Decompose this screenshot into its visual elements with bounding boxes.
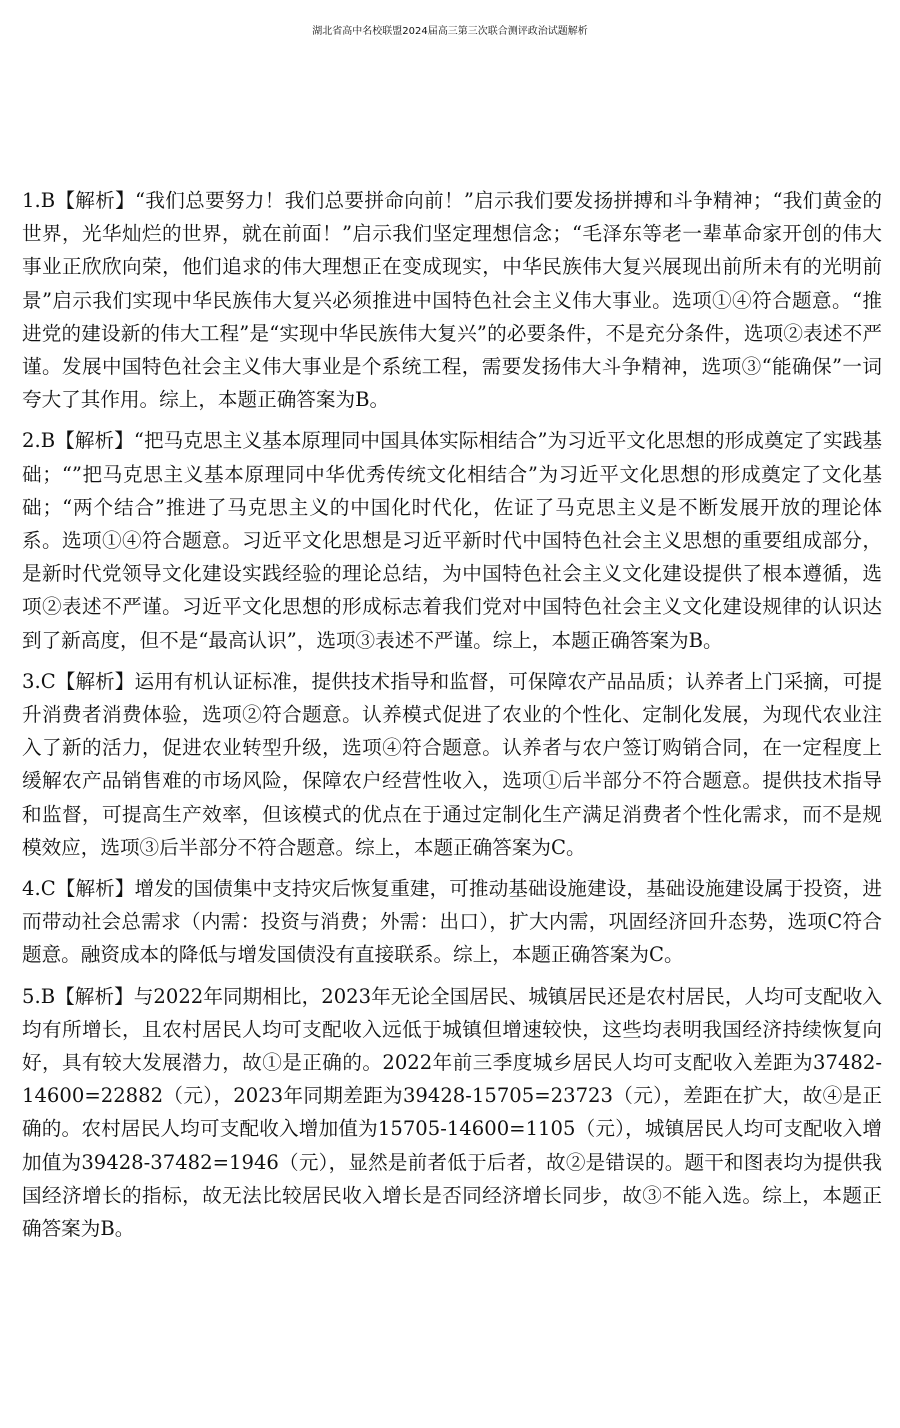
answer-2: 2.B【解析】“把马克思主义基本原理同中国具体实际相结合”为习近平文化思想的形成奠定了实践基础；“”把马克思主义基本原理同中华优秀传统文化相结合”为习近平文化思想的形成奠定了文化基础；“两个结合”推进了马克思主义的中国化时代化，佐证了马克思主义是不断发展开放的理论体系。选项①④符合题意。习近平文化思想是习近平新时代中国特色社会主义思想的重要组成部分，是新时代党领导文化建设实践经验的理论总结，为中国特色社会主义文化建设提供了根本遵循，选项②表述不严谨。习近平文化思想的形成标志着我们党对中国特色社会主义文化建设规律的认识达到了新高度，但不是“最高认识”，选项③表述不严谨。综上，本题正确答案为B。: [22, 429, 882, 652]
answer-5: 5.B【解析】与2022年同期相比，2023年无论全国居民、城镇居民还是农村居民，人均可支配收入均有所增长，且农村居民人均可支配收入远低于城镇但增速较快，这些均表明我国经济持续恢复向好，具有较大发展潜力，故①是正确的。2022年前三季度城乡居民人均可支配收入差距为37482-14600=22882（元），2023年同期差距为39428-15705=23723（元），差距在扩大，故④是正确的。农村居民人均可支配收入增加值为15705-14600=1105（元），城镇居民人均可支配收入增加值为39428-37482=1946（元），显然是前者低于后者，故②是错误的。题干和图表均为提供我国经济增长的指标，故无法比较居民收入增长是否同经济增长同步，故③不能入选。综上，本题正确答案为B。: [22, 984, 882, 1241]
answer-3: 3.C【解析】运用有机认证标准，提供技术指导和监督，可保障农产品品质；认养者上门采摘，可提升消费者消费体验，选项②符合题意。认养模式促进了农业的个性化、定制化发展，为现代农业注入了新的活力，促进农业转型升级，选项④符合题意。认养者与农户签订购销合同，在一定程度上缓解农产品销售难的市场风险，保障农户经营性收入，选项①后半部分不符合题意。提供技术指导和监督，可提高生产效率，但该模式的优点在于通过定制化生产满足消费者个性化需求，而不是规模效应，选项③后半部分不符合题意。综上，本题正确答案为C。: [22, 669, 882, 859]
answer-1: 1.B【解析】“我们总要努力！我们总要拼命向前！”启示我们要发扬拼搏和斗争精神；“我们黄金的世界，光华灿烂的世界，就在前面！”启示我们坚定理想信念；“毛泽东等老一辈革命家开创的伟大事业正欣欣向荣，他们追求的伟大理想正在变成现实，中华民族伟大复兴展现出前所未有的光明前景”启示我们实现中华民族伟大复兴必须推进中国特色社会主义伟大事业。选项①④符合题意。“推进党的建设新的伟大工程”是“实现中华民族伟大复兴”的必要条件，不是充分条件，选项②表述不严谨。发展中国特色社会主义伟大事业是个系统工程，需要发扬伟大斗争精神，选项③“能确保”一词夸大了其作用。综上，本题正确答案为B。: [22, 189, 882, 412]
answer-list: [22, 184, 882, 1245]
document-title: 湖北省高中名校联盟2024届高三第三次联合测评政治试题解析: [312, 26, 588, 37]
answer-4: 4.C【解析】增发的国债集中支持灾后恢复重建，可推动基础设施建设，基础设施建设属于投资，进而带动社会总需求（内需：投资与消费；外需：出口），扩大内需，巩固经济回升态势，选项C符合题意。融资成本的降低与增发国债没有直接联系。综上，本题正确答案为C。: [22, 877, 882, 967]
